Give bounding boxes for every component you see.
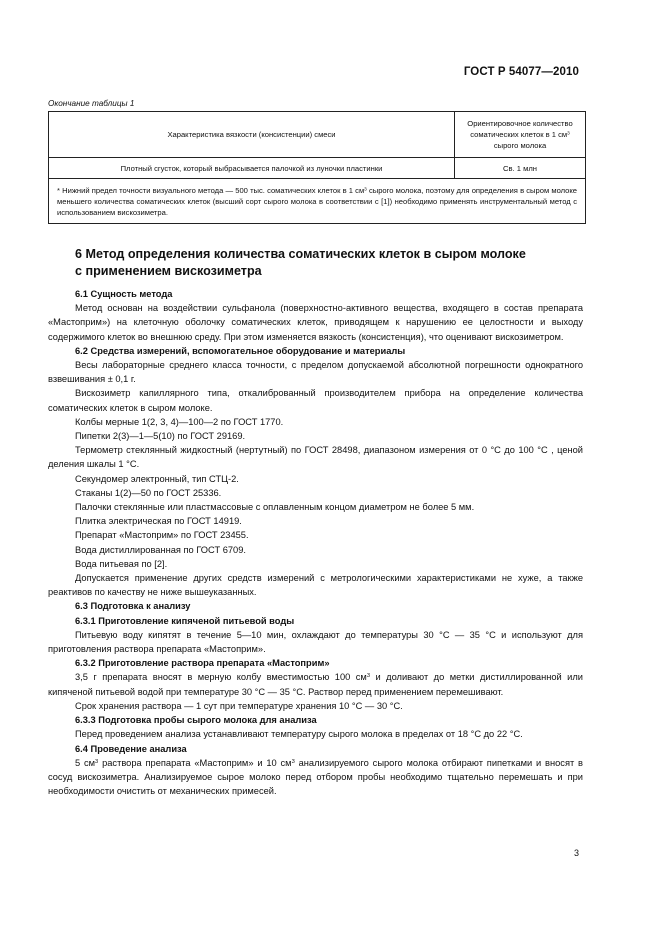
section-title [75, 246, 585, 280]
table-header-row [49, 112, 586, 158]
header-line-1: Ориентировочное количество [467, 119, 573, 128]
paragraph-mastoprim: Препарат «Мастоприм» по ГОСТ 23455. [75, 530, 249, 541]
table-footnote-row [49, 179, 586, 224]
paragraph-text: Весы лабораторные среднего класса точности, с пределом допускаемой абсолютной погрешности однократного взвешивания ± 0,1 г. [48, 360, 583, 385]
column-header-viscosity: Характеристика вязкости (консистенции) смеси [49, 112, 455, 158]
text-part: 5 см [75, 757, 96, 768]
paragraph-6-4 [48, 756, 583, 799]
paragraph-6-3-2-b: Срок хранения раствора — 1 сут при температуре хранения 10 °С — 30 °С. [75, 700, 403, 711]
document-body [48, 287, 583, 798]
paragraph-scales [48, 358, 583, 386]
paragraph-text [48, 672, 583, 696]
paragraph-thermometer [48, 443, 583, 471]
text-part: раствора препарата «Мастоприм» и 10 см [98, 757, 292, 768]
heading-6-2: 6.2 Средства измерений, вспомогательное оборудование и материалы [75, 345, 406, 356]
superscript: 3 [95, 758, 99, 765]
paragraph-stopwatch: Секундомер электронный, тип СТЦ-2. [75, 473, 239, 484]
paragraph-distilled-water: Вода дистиллированная по ГОСТ 6709. [75, 544, 246, 555]
superscript: 3 [366, 673, 371, 680]
paragraph-drinking-water: Вода питьевая по [2]. [75, 558, 168, 569]
paragraph-text: Термометр стеклянный жидкостный (нертутный) по ГОСТ 28498, диапазоном измерения от 0 °С до 100 °С , ценой деления шкалы 1 °С. [48, 445, 583, 470]
header-line-3: сырого молока [493, 141, 547, 150]
footnote-text-b: сырого молока, поэтому для определения в сыром молоке меньшего количества соматических клеток (высший сорт сырого молока в соответствии с [1]) необходимо применять инструментальный метод с использованием вискозиметра. [57, 186, 577, 217]
heading-6-3-3: 6.3.3 Подготовка пробы сырого молока для анализа [75, 715, 317, 726]
paragraph-beakers: Стаканы 1(2)—50 по ГОСТ 25336. [75, 487, 222, 498]
paragraph-6-3-3 [48, 727, 583, 741]
paragraph-text: Метод основан на воздействии сульфанола (поверхностно-активного вещества, входящего в состав препарата «Мастоприм») на клеточную оболочку соматических клеток, приводящем к нарушению ее целостности и выходу содержимого клеток во внешнюю среду. При этом изменяется вязкость (консистенция), что оценивают вискозиметром. [48, 303, 583, 342]
section-title-line-2: с применением вискозиметра [75, 264, 262, 278]
paragraph-text [48, 758, 583, 796]
paragraph-text: Вискозиметр капиллярного типа, откалиброванный производителем прибора на определение количества соматических клеток в сыром молоке. [48, 388, 583, 413]
paragraph-6-3-1 [48, 628, 583, 656]
heading-6-3: 6.3 Подготовка к анализу [75, 601, 191, 612]
header-line-2: соматических клеток в 1 см [470, 130, 568, 139]
text-part: анализируемого сырого молока отбирают пипетками и вносят в сосуд вискозиметра. Анализируемое сырое молоко перед отбором пробы необходимо тщательно перемешать и при необходимости очистить от механических примесей. [48, 757, 583, 797]
paragraph-text: Перед проведением анализа устанавливают температуру сырого молока в пределах от 18 °С до 22 °С. [75, 729, 523, 740]
heading-6-3-1: 6.3.1 Приготовление кипяченой питьевой воды [75, 615, 295, 626]
table-cell-description: Плотный сгусток, который выбрасывается палочкой из луночки пластинки [49, 158, 455, 179]
document-code: ГОСТ Р 54077—2010 [463, 66, 579, 78]
table-cell-count: Св. 1 млн [455, 158, 586, 179]
section-title-line-1: 6 Метод определения количества соматических клеток в сыром молоке [75, 247, 526, 261]
paragraph-pipettes: Пипетки 2(3)—1—5(10) по ГОСТ 29169. [75, 431, 246, 442]
viscosity-table [48, 111, 586, 224]
paragraph-text: Допускается применение других средств измерений с метрологическими характеристиками не хуже, а также реактивов по качеству не ниже вышеуказанных. [48, 573, 583, 598]
paragraph-6-3-2-a [48, 670, 583, 698]
paragraph-viscometer [48, 386, 583, 414]
page-number: 3 [574, 848, 580, 858]
paragraph-sticks: Палочки стеклянные или пластмассовые с оплавленным концом диаметром не более 5 мм. [75, 502, 475, 513]
heading-6-4: 6.4 Проведение анализа [75, 743, 187, 754]
paragraph-alternatives [48, 571, 583, 599]
superscript: 3 [364, 186, 367, 192]
table-row [49, 158, 586, 179]
superscript: 3 [291, 758, 295, 765]
heading-6-1: 6.1 Сущность метода [75, 289, 173, 299]
footnote-text-a: * Нижний предел точности визуального метода — 500 тыс. соматических клеток в 1 см [57, 186, 365, 195]
table-footnote [49, 179, 586, 224]
paragraph-6-1 [48, 301, 583, 344]
paragraph-text: Питьевую воду кипятят в течение 5—10 мин, охлаждают до температуры 30 °С — 35 °С и используют для приготовления раствора препарата «Мастоприм». [48, 629, 583, 655]
superscript: 3 [567, 130, 570, 136]
heading-6-3-2: 6.3.2 Приготовление раствора препарата «Мастоприм» [75, 658, 330, 669]
text-part: и доливают до метки дистиллированной или кипяченой питьевой водой при температуре 30 °С — 35 °С. Раствор перед применением перемешивают. [48, 672, 583, 697]
paragraph-flasks: Колбы мерные 1(2, 3, 4)—100—2 по ГОСТ 1770. [75, 416, 284, 427]
text-part: 3,5 г препарата вносят в мерную колбу вместимостью 100 см [75, 672, 367, 683]
table-caption: Окончание таблицы 1 [48, 99, 135, 108]
paragraph-hotplate: Плитка электрическая по ГОСТ 14919. [75, 516, 242, 527]
column-header-cell-count [455, 112, 586, 158]
